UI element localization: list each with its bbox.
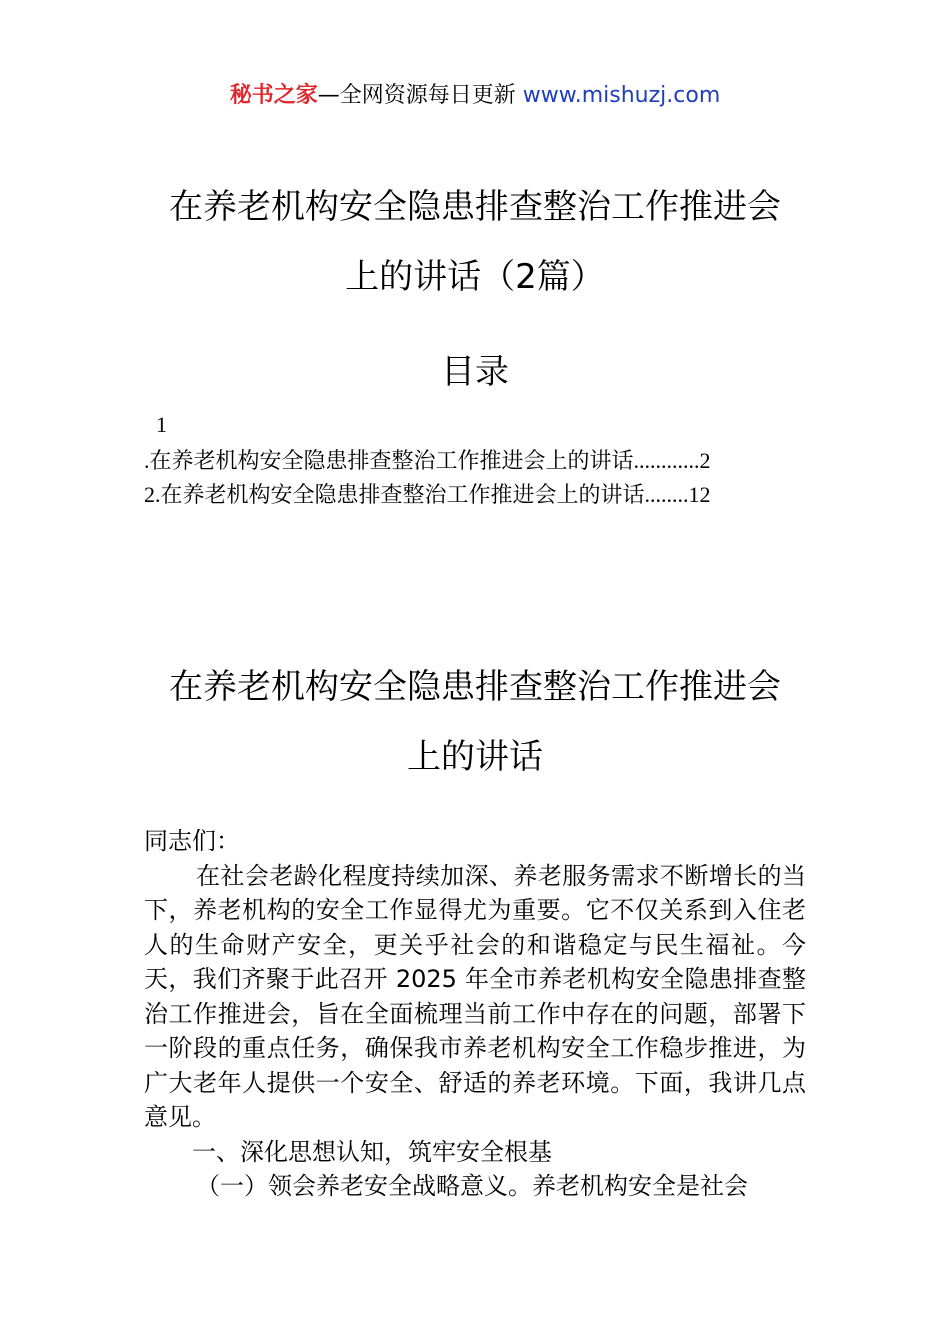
toc-heading: 目录 — [441, 352, 509, 392]
site-url-link[interactable]: www.mishuzj.com — [522, 83, 721, 108]
salutation: 同志们： — [144, 827, 240, 855]
toc-page-number: 2 — [699, 448, 711, 473]
toc-entry-1[interactable] — [144, 444, 806, 479]
speech-body — [144, 824, 806, 1204]
opening-paragraph: 在社会老龄化程度持续加深、养老服务需求不断增长的当下，养老机构的安全工作显得尤为重要。它不仅关系到入住老人的生命财产安全，更关乎社会的和谐稳定与民生福祉。今天，我们齐聚于此召开 2025 年全市养老机构安全隐患排查整治工作推进会，旨在全面梳理当前工作中存在的问题，部署下一阶段的重点任务，确保我市养老机构安全工作稳步推进，为广大老年人提供一个安全、舒适的养老环境。下面，我讲几点意见。 — [144, 861, 806, 1131]
toc-entry-2[interactable] — [144, 478, 806, 513]
toc-page-number: 12 — [688, 482, 711, 507]
toc-entry-text: 在养老机构安全隐患排查整治工作推进会上的讲话 — [149, 449, 634, 474]
toc-entry-prefix: . — [144, 448, 150, 473]
toc-leader-dots: ........ — [644, 482, 689, 507]
speech-title-line2: 上的讲话 — [407, 737, 543, 777]
document-title-line1: 在养老机构安全隐患排查整治工作推进会 — [169, 187, 781, 227]
section-heading-1: 一、深化思想认知，筑牢安全根基 — [192, 1137, 552, 1166]
speech-title-line1: 在养老机构安全隐患排查整治工作推进会 — [169, 667, 781, 707]
subsection-heading-1: （一）领会养老安全战略意义。养老机构安全是社会 — [196, 1172, 748, 1200]
toc-leader-dots: ............ — [633, 448, 700, 473]
header-tagline: —全网资源每日更新 — [317, 83, 516, 108]
toc-entry-1-number: 1 — [156, 412, 167, 437]
toc-entry-number: 2. — [144, 482, 161, 507]
document-title-line2: 上的讲话（2篇） — [345, 257, 605, 297]
toc-entry-text: 在养老机构安全隐患排查整治工作推进会上的讲话 — [160, 483, 645, 508]
document-title — [0, 172, 950, 312]
speech-title — [0, 652, 950, 792]
brand-name: 秘书之家 — [229, 83, 318, 108]
site-header — [0, 80, 950, 112]
